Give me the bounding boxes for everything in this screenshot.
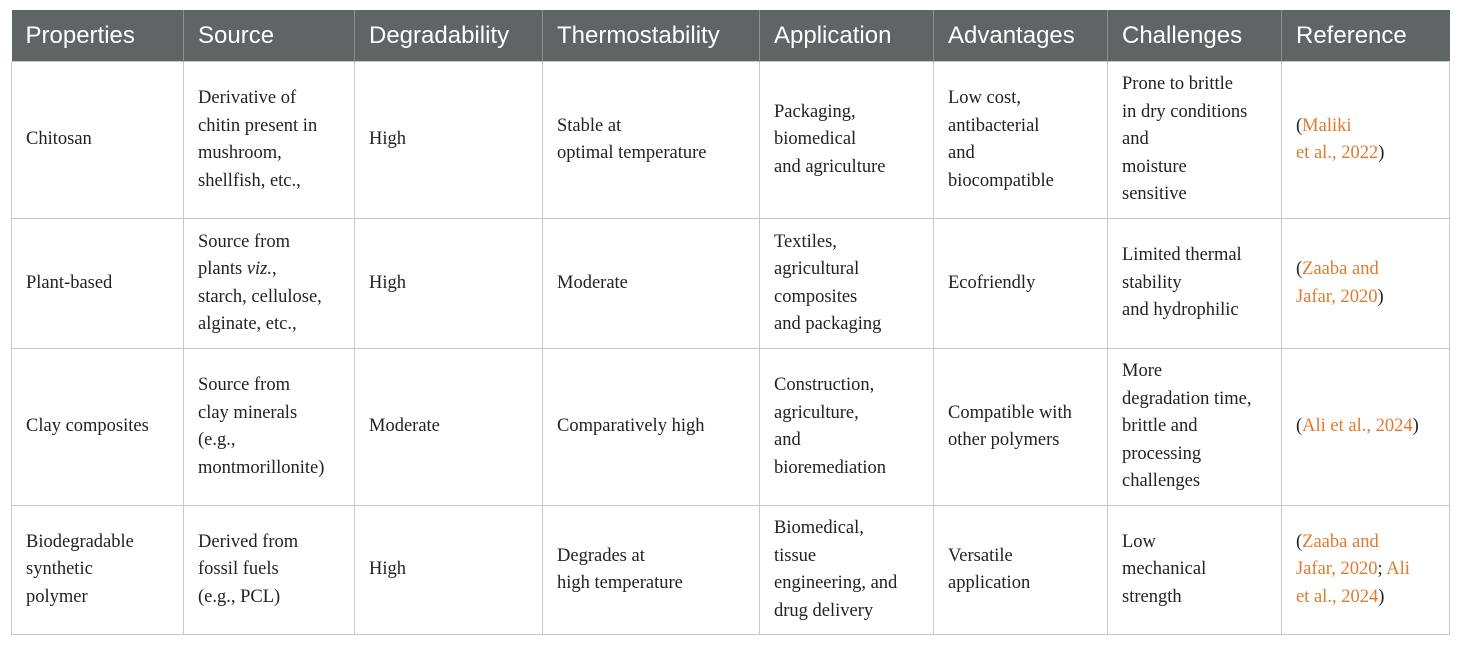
cell-application: Textiles, agricultural composites and packaging	[760, 219, 934, 349]
header-properties: Properties	[12, 10, 184, 62]
reference-link[interactable]: et al., 2024	[1296, 586, 1379, 607]
header-thermostability: Thermostability	[543, 10, 760, 62]
cell-degradability: High	[355, 62, 543, 219]
header-challenges: Challenges	[1108, 10, 1282, 62]
reference-link[interactable]: Maliki	[1302, 115, 1352, 136]
cell-property: Biodegradable synthetic polymer	[12, 506, 184, 635]
cell-advantages: Versatile application	[934, 506, 1108, 635]
cell-challenges: Low mechanical strength	[1108, 506, 1282, 635]
cell-degradability: Moderate	[355, 349, 543, 506]
header-source: Source	[184, 10, 355, 62]
cell-thermostability: Stable at optimal temperature	[543, 62, 760, 219]
polymer-properties-table	[11, 10, 1450, 635]
cell-source: Derivative of chitin present in mushroom, shellfish, etc.,	[184, 62, 355, 219]
table-row	[12, 349, 1450, 506]
table-row	[12, 506, 1450, 635]
cell-advantages: Low cost, antibacterial and biocompatible	[934, 62, 1108, 219]
cell-thermostability: Degrades at high temperature	[543, 506, 760, 635]
header-advantages: Advantages	[934, 10, 1108, 62]
cell-advantages: Ecofriendly	[934, 219, 1108, 349]
cell-thermostability: Moderate	[543, 219, 760, 349]
table-row	[12, 219, 1450, 349]
cell-challenges: Prone to brittle in dry conditions and moisture sensitive	[1108, 62, 1282, 219]
reference-link[interactable]: Zaaba and	[1302, 531, 1379, 552]
cell-reference: (Maliki et al., 2022)	[1282, 62, 1450, 219]
table-header-row	[12, 10, 1450, 62]
reference-link[interactable]: Ali	[1386, 559, 1410, 580]
cell-application: Construction, agriculture, and bioremediation	[760, 349, 934, 506]
cell-property: Plant-based	[12, 219, 184, 349]
cell-application: Biomedical, tissue engineering, and drug delivery	[760, 506, 934, 635]
reference-link[interactable]: Jafar, 2020	[1296, 559, 1378, 580]
cell-advantages: Compatible with other polymers	[934, 349, 1108, 506]
cell-source: Source from clay minerals (e.g., montmorillonite)	[184, 349, 355, 506]
table-row	[12, 62, 1450, 219]
cell-source: Source from plants viz., starch, cellulose, alginate, etc.,	[184, 219, 355, 349]
cell-degradability: High	[355, 219, 543, 349]
reference-link[interactable]: Ali et al., 2024	[1302, 416, 1413, 437]
cell-property: Clay composites	[12, 349, 184, 506]
cell-reference: (Zaaba and Jafar, 2020; Ali et al., 2024)	[1282, 506, 1450, 635]
reference-link[interactable]: Jafar, 2020	[1296, 286, 1378, 307]
cell-challenges: Limited thermal stability and hydrophilic	[1108, 219, 1282, 349]
cell-reference: (Zaaba and Jafar, 2020)	[1282, 219, 1450, 349]
header-reference: Reference	[1282, 10, 1450, 62]
properties-table-container	[11, 10, 1449, 635]
reference-link[interactable]: et al., 2022	[1296, 143, 1379, 163]
cell-source: Derived from fossil fuels (e.g., PCL)	[184, 506, 355, 635]
header-degradability: Degradability	[355, 10, 543, 62]
cell-property: Chitosan	[12, 62, 184, 219]
cell-thermostability: Comparatively high	[543, 349, 760, 506]
cell-reference: (Ali et al., 2024)	[1282, 349, 1450, 506]
reference-link[interactable]: Zaaba and	[1302, 259, 1379, 279]
cell-application: Packaging, biomedical and agriculture	[760, 62, 934, 219]
cell-degradability: High	[355, 506, 543, 635]
cell-challenges: More degradation time, brittle and processing challenges	[1108, 349, 1282, 506]
header-application: Application	[760, 10, 934, 62]
